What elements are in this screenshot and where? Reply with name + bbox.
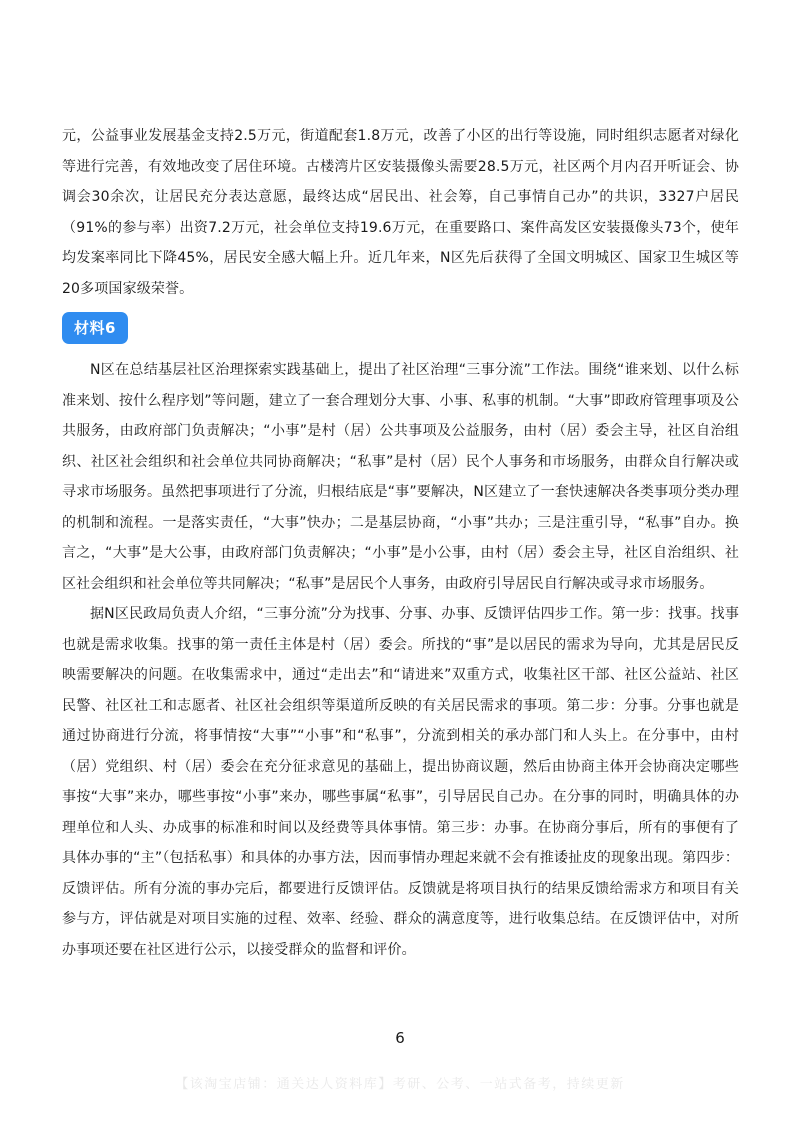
paragraph-2: 据N区民政局负责人介绍，“三事分流”分为找事、分事、办事、反馈评估四步工作。第一步：找事。找事也就是需求收集。找事的第一责任主体是村（居）委会。所找的“事”是以居民的需求为导向，尤其是居民反映需要解决的问题。在收集需求中，通过“走出去”和“请进来”双重方式，收集社区干部、社区公益站、社区民警、社区社工和志愿者、社区社会组织等渠道所反映的有关居民需求的事项。第二步：分事。分事也就是通过协商进行分流，将事情按“大事”“小事”和“私事”，分流到相关的承办部门和人头上。在分事中，由村（居）党组织、村（居）委会在充分征求意见的基础上，提出协商议题，然后由协商主体开会协商决定哪些事按“大事”来办，哪些事按“小事”来办，哪些事属“私事”，引导居民自己办。在分事的同时，明确具体的办理单位和人头、办成事的标准和时间以及经费等具体事情。第三步：办事。在协商分事后，所有的事便有了具体办事的“主”（包括私事）和具体的办事方法，因而事情办理起来就不会有推诿扯皮的现象出现。第四步：反馈评估。所有分流的事办完后，都要进行反馈评估。反馈就是将项目执行的结果反馈给需求方和项目有关参与方，评估就是对项目实施的过程、效率、经验、群众的满意度等，进行收集总结。在反馈评估中，对所办事项还要在社区进行公示，以接受群众的监督和评价。 xyxy=(62,606,739,958)
continued-text-block xyxy=(62,121,739,304)
paragraph-1: N区在总结基层社区治理探索实践基础上，提出了社区治理“三事分流”工作法。围绕“谁来划、以什么标准来划、按什么程序划”等问题，建立了一套合理划分大事、小事、私事的机制。“大事”即政府管理事项及公共服务，由政府部门负责解决；“小事”是村（居）公共事项及公益服务，由村（居）委会主导，社区自治组织、社区社会组织和社会单位共同协商解决；“私事”是村（居）民个人事务和市场服务，由群众自行解决或寻求市场服务。虽然把事项进行了分流，归根结底是“事”要解决，N区建立了一套快速解决各类事项分类办理的机制和流程。一是落实责任，“大事”快办；二是基层协商，“小事”共办；三是注重引导，“私事”自办。换言之，“大事”是大公事，由政府部门负责解决；“小事”是小公事，由村（居）委会主导，社区自治组织、社区社会组织和社会单位等共同解决；“私事”是居民个人事务，由政府引导居民自行解决或寻求市场服务。 xyxy=(62,362,739,592)
section-label-badge: 材料6 xyxy=(62,312,128,344)
page-number: 6 xyxy=(395,1029,405,1047)
material-body xyxy=(62,355,739,965)
continued-paragraph: 元，公益事业发展基金支持2.5万元，街道配套1.8万元，改善了小区的出行等设施，同时组织志愿者对绿化等进行完善，有效地改变了居住环境。古楼湾片区安装摄像头需要28.5万元，社区两个月内召开听证会、协调会30余次，让居民充分表达意愿，最终达成“居民出、社会筹，自己事情自己办”的共识，3327户居民（91%的参与率）出资7.2万元，社会单位支持19.6万元，在重要路口、案件高发区安装摄像头73个，使年均发案率同比下降45%，居民安全感大幅上升。近几年来，N区先后获得了全国文明城区、国家卫生城区等20多项国家级荣誉。 xyxy=(62,128,739,297)
watermark-text: 【该淘宝店铺：通关达人资料库】考研、公考、一站式备考，持续更新 xyxy=(175,1077,625,1092)
